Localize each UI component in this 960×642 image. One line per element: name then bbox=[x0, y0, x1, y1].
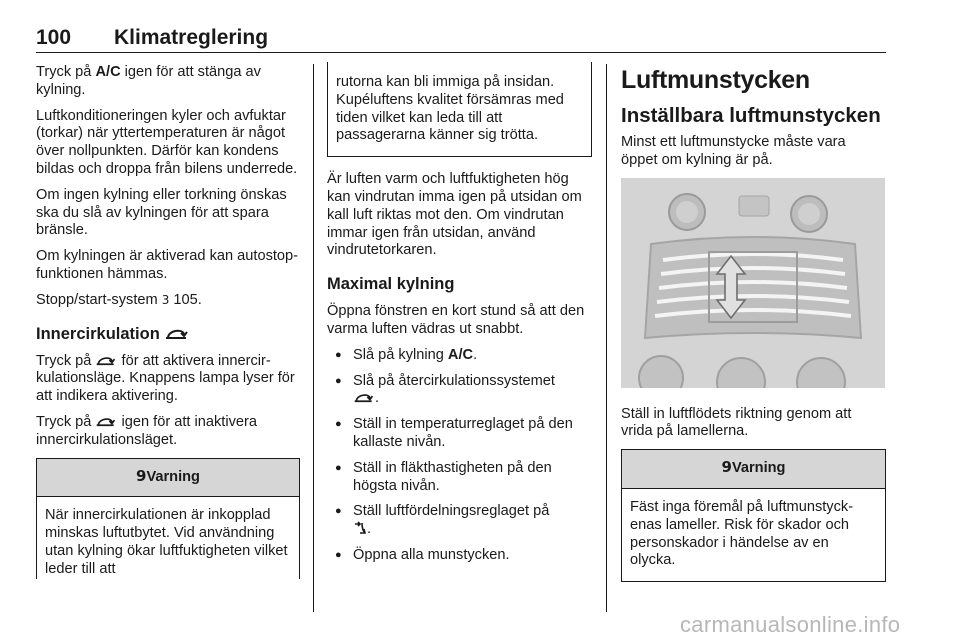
list-item: ● Ställ in temperaturreglaget på den kallaste nivån. bbox=[327, 416, 592, 452]
warning-title: Varning bbox=[146, 468, 200, 485]
paragraph: Öppna fönstren en kort stund så att den varma luften vädras ut snabbt. bbox=[327, 303, 585, 337]
warning-box bbox=[36, 458, 300, 579]
chapter-title: Klimatreglering bbox=[114, 26, 269, 49]
column-2 bbox=[327, 64, 592, 573]
warning-header bbox=[37, 459, 299, 498]
warning-box bbox=[621, 449, 886, 582]
column-1 bbox=[36, 64, 300, 579]
warning-box-continued bbox=[327, 62, 592, 157]
column-divider bbox=[313, 64, 314, 612]
warning-triangle-icon: 9 bbox=[136, 466, 147, 485]
section-heading-recirculation: Innercirkulation bbox=[36, 324, 300, 344]
warning-triangle-icon: 9 bbox=[721, 458, 732, 477]
instruction-list bbox=[327, 347, 592, 565]
control-knob bbox=[798, 203, 820, 225]
recirculation-icon bbox=[95, 354, 117, 366]
recirculation-icon bbox=[164, 326, 190, 340]
warning-title: Varning bbox=[731, 460, 786, 477]
list-item: ● Ställ luftfördelningsreglaget på . bbox=[327, 503, 592, 539]
recirculation-icon bbox=[95, 415, 117, 427]
air-vent-illustration bbox=[621, 178, 885, 388]
warning-text: rutorna kan bli immiga på insidan. Kupéluftens kvalitet försämras med tiden vilket kan leda till att passagerarna känner sig trötta. bbox=[336, 74, 564, 144]
page-reference-link[interactable]: 105. bbox=[169, 291, 202, 308]
air-vent-photo bbox=[621, 178, 885, 388]
page-reference-arrow-icon: 3 bbox=[161, 292, 170, 307]
list-item: ● Slå på återcirkulationssystemet . bbox=[327, 373, 592, 409]
recirculation-icon bbox=[353, 391, 375, 403]
section-heading-max-cooling: Maximal kylning bbox=[327, 275, 455, 294]
warning-text: Fäst inga föremål på luftmunstyckenas lameller. Risk för skador och personskador i händelse av en olycka. bbox=[630, 498, 854, 569]
paragraph: Är luften varm och luftfuktigheten hög kan vindrutan imma igen på utsidan om kall luft riktas mot den. Om vindrutan immar igen från utsidan, använd vindrutetorkaren. bbox=[327, 171, 582, 259]
paragraph: Om kylningen är aktiverad kan autostop-funktionen hämmas. bbox=[36, 248, 299, 282]
subsection-title: Inställbara luftmunstycken bbox=[621, 104, 881, 127]
list-item: ● Öppna alla munstycken. bbox=[327, 547, 592, 565]
control-knob bbox=[676, 201, 698, 223]
ac-label: A/C bbox=[447, 346, 474, 363]
page-number: 100 bbox=[36, 26, 72, 49]
column-3 bbox=[621, 64, 886, 582]
paragraph: Tryck på A/C igen för att stänga av kylning. bbox=[36, 64, 261, 98]
paragraph: Om ingen kylning eller torkning önskas ska du slå av kylningen för att spara bränsle. bbox=[36, 186, 287, 239]
ac-label: A/C bbox=[95, 64, 121, 80]
warning-text: När innercirkulationen är inkopplad minskas luftutbytet. Vid användning utan kylning ökar luftfuktigheten vilket leder till att bbox=[45, 507, 288, 577]
warning-header bbox=[622, 450, 885, 489]
paragraph: Luftkonditioneringen kyler och avfuktar (torkar) när yttertemperaturen är något över nollpunkten. Därför kan kondens bildas och droppa från bilens underrede. bbox=[36, 107, 298, 177]
paragraph: Minst ett luftmunstycke måste vara öppet om kylning är på. bbox=[621, 134, 846, 168]
column-divider bbox=[606, 64, 607, 612]
watermark: carmanualsonline.info bbox=[680, 612, 901, 637]
paragraph: Tryck på igen för att inaktivera innercirkulationsläget. bbox=[36, 413, 257, 448]
list-item: ● Slå på kylning A/C. bbox=[327, 347, 592, 365]
paragraph: Ställ in luftflödets riktning genom att vrida på lamellerna. bbox=[621, 405, 852, 440]
paragraph: Stopp/start-system 3 105. bbox=[36, 291, 202, 308]
page-header bbox=[36, 26, 886, 53]
feet-windscreen-icon bbox=[353, 521, 367, 535]
list-item: ● Ställ in fläkthastigheten på den högsta nivån. bbox=[327, 460, 592, 496]
paragraph: Tryck på för att aktivera innercirkulationsläge. Knappens lampa lyser för att indikera aktivering. bbox=[36, 352, 295, 405]
section-title: Luftmunstycken bbox=[621, 66, 810, 94]
